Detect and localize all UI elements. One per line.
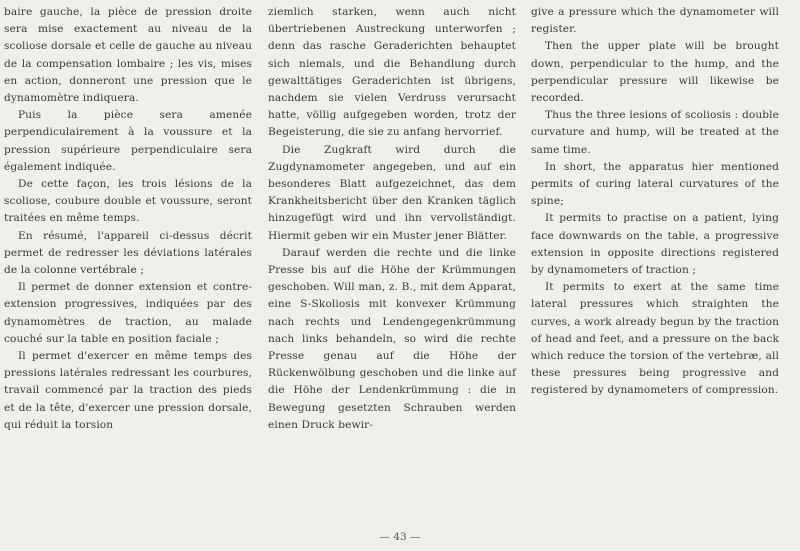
paragraph: Die Zugkraft wird durch die Zugdynamometer angegeben, und auf ein besonderes Blatt aufgezeichnet, das dem Krankheitsbericht über den Kranken täglich hinzugefügt wird und ihn vervollständigt. Hiermit geben wir ein Muster jener Blätter. [268, 143, 516, 242]
page-number: — 43 — [379, 531, 421, 543]
column-german [268, 4, 516, 434]
paragraph: Il permet de donner extension et contre-extension progressives, indiquées par des dynamomètres de traction, au malade couché sur la table en position faciale ; [4, 281, 252, 345]
paragraph: De cette façon, les trois lésions de la scoliose, coubure double et voussure, seront traitées en même temps. [4, 178, 252, 225]
paragraph: In short, the apparatus hier mentioned permits of curing lateral curvatures of the spine; [531, 160, 779, 208]
column-french [4, 4, 252, 434]
paragraph: ziemlich starken, wenn auch nicht übertriebenen Austreckung unterworfen ; denn das rasche Geraderichten behauptet sich niemals, und die Behandlung durch gewalttätiges Geraderichten ist übrigens, nachdem sie vielen Verdruss verursacht hatte, völlig aufgegeben worden, trotz der Begeisterung, die sie zu anfang hervorrief. [268, 6, 516, 139]
paragraph: Thus the three lesions of scoliosis : double curvature and hump, will be treated at the same time. [531, 109, 779, 156]
paragraph: It permits to practise on a patient, lying face downwards on the table, a progressive extension in opposite directions registered by dynamometers of traction ; [531, 212, 779, 277]
paragraph: En résumé, l'appareil ci-dessus décrit permet de redresser les déviations latérales de la colonne vertébrale ; [4, 229, 252, 277]
paragraph: Then the upper plate will be brought down, perpendicular to the hump, and the perpendicular pressure will likewise be recorded. [531, 40, 779, 105]
paragraph: Puis la pièce sera amenée perpendiculairement à la voussure et la pression supérieure perpendiculaire sera également indiquée. [4, 109, 252, 173]
paragraph: baire gauche, la pièce de pression droite sera mise exactement au niveau de la scoliose dorsale et celle de gauche au niveau de la compensation lombaire ; les vis, mises en action, donneront une pression que le dynamomètre indiquera. [4, 6, 252, 105]
paragraph: Il permet d'exercer en même temps des pressions latérales redressant les courbures, travail commencé par la traction des pieds et de la tête, d'exercer une pression dorsale, qui réduit la torsion [4, 350, 252, 431]
paragraph: Darauf werden die rechte und die linke Presse bis auf die Höhe der Krümmungen geschoben. Will man, z. B., mit dem Apparat, eine S-Skoliosis mit konvexer Krümmung nach rechts und Lendengegenkrümmung nach links behandeln, so wird die rechte Presse genau auf die Höhe der Rückenwölbung geschoben und die linke auf die Höhe der Lendenkrümmung : die in Bewegung gesetzten Schrauben werden einen Druck bewir- [268, 246, 516, 431]
paragraph: It permits to exert at the same time lateral pressures which straighten the curves, a work already begun by the traction of head and feet, and a pressure on the back which reduce the torsion of the vertebræ, all these pressures being progressive and registered by dynamometers of compression. [531, 281, 779, 397]
column-english [531, 4, 779, 400]
paragraph: give a pressure which the dynamometer will register. [531, 6, 779, 36]
